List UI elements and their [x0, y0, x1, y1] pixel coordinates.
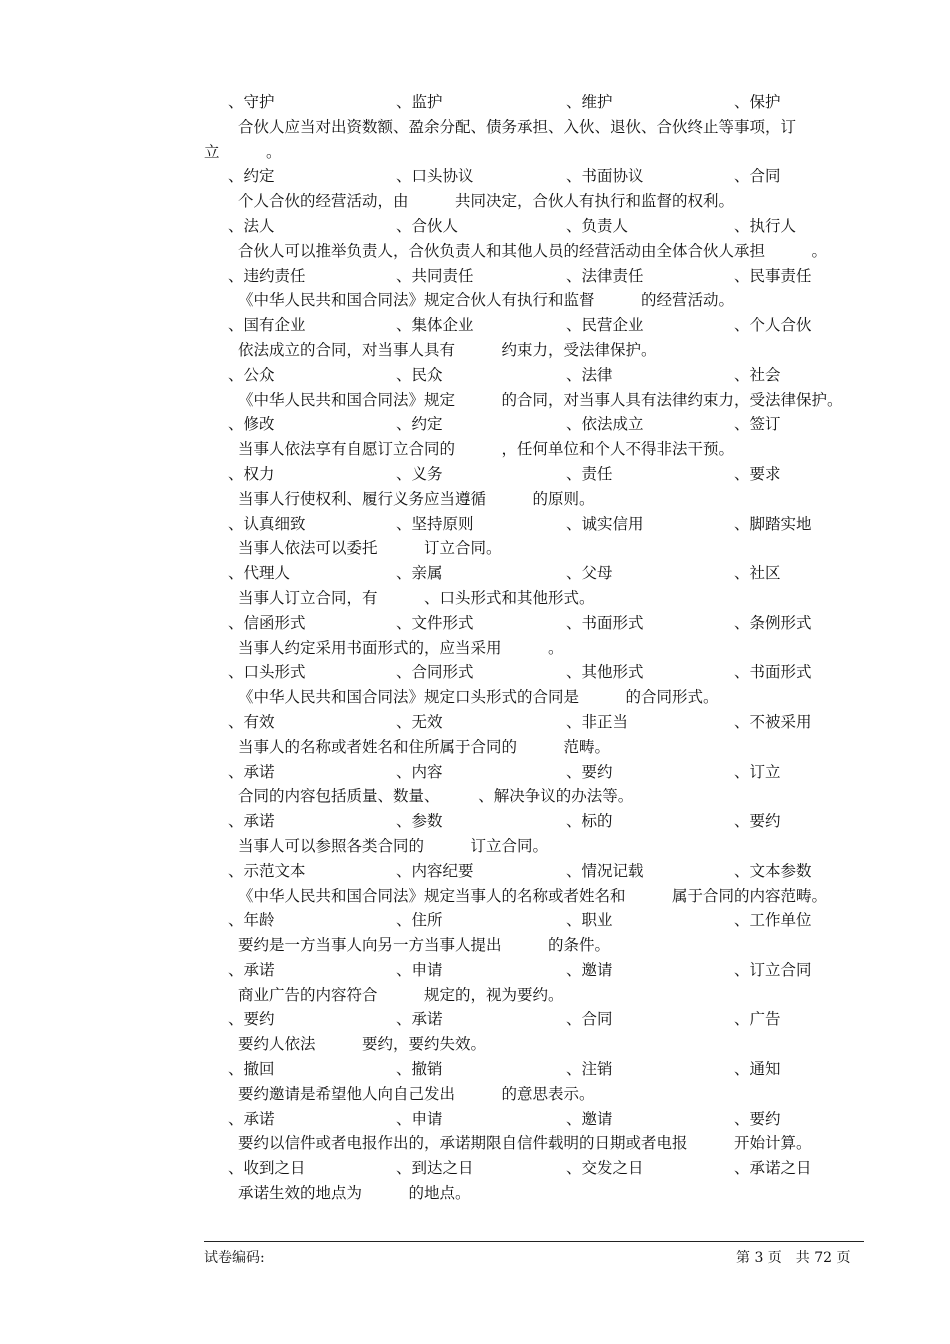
option-row — [204, 660, 864, 685]
option-a: 、守护 — [228, 93, 275, 111]
question-stem: 商业广告的内容符合 规定的，视为要约。 — [238, 985, 564, 1004]
option-d: 、通知 — [734, 1060, 781, 1079]
option-d: 、广告 — [734, 1010, 781, 1029]
option-d: 、合同 — [734, 167, 781, 186]
option-row — [204, 363, 864, 388]
option-d: 、条例形式 — [734, 613, 812, 632]
option-a: 、信函形式 — [228, 613, 306, 632]
option-c: 、情况记载 — [566, 861, 644, 880]
option-row — [204, 1107, 864, 1132]
option-c: 、邀请 — [566, 1109, 613, 1128]
option-d: 、工作单位 — [734, 911, 812, 930]
option-a: 、要约 — [228, 1010, 275, 1029]
option-c: 、合同 — [566, 1010, 613, 1029]
option-b: 、约定 — [396, 415, 443, 434]
option-b: 、监护 — [396, 93, 443, 111]
question-stem: 要约以信件或者电报作出的，承诺期限自信件载明的日期或者电报 开始计算。 — [238, 1134, 812, 1153]
option-a: 、撤回 — [228, 1060, 275, 1079]
option-c: 、依法成立 — [566, 415, 644, 434]
option-d: 、书面形式 — [734, 663, 812, 682]
question-stem: 合同的内容包括质量、数量、 、解决争议的办法等。 — [238, 787, 634, 806]
option-d: 、订立 — [734, 762, 781, 781]
option-b: 、文件形式 — [396, 613, 474, 632]
option-a: 、国有企业 — [228, 316, 306, 335]
question-stem: 当事人订立合同，有 、口头形式和其他形式。 — [238, 588, 595, 607]
option-c: 、其他形式 — [566, 663, 644, 682]
question-stem: 《中华人民共和国合同法》规定合伙人有执行和监督 的经营活动。 — [238, 291, 735, 310]
option-c: 、书面协议 — [566, 167, 644, 186]
option-c: 、负责人 — [566, 216, 629, 235]
option-d: 、签订 — [734, 415, 781, 434]
option-c: 、非正当 — [566, 712, 629, 731]
question-stem: 当事人可以参照各类合同的 订立合同。 — [238, 836, 549, 855]
option-a: 、承诺 — [228, 960, 275, 979]
option-row — [204, 710, 864, 735]
option-row — [204, 214, 864, 239]
option-d: 、社会 — [734, 365, 781, 384]
option-d: 、要求 — [734, 464, 781, 483]
option-c: 、民营企业 — [566, 316, 644, 335]
option-row — [204, 958, 864, 983]
option-b: 、参数 — [396, 812, 443, 831]
option-a: 、承诺 — [228, 1109, 275, 1128]
question-stem: 依法成立的合同，对当事人具有 约束力，受法律保护。 — [238, 340, 657, 359]
question-stem: 当事人的名称或者姓名和住所属于合同的 范畴。 — [238, 737, 611, 756]
option-a: 、年龄 — [228, 911, 275, 930]
question-stem: 《中华人民共和国合同法》规定当事人的名称或者姓名和 属于合同的内容范畴。 — [238, 886, 828, 905]
option-c: 、维护 — [566, 93, 613, 111]
option-b: 、承诺 — [396, 1010, 443, 1029]
option-row — [204, 760, 864, 785]
option-c: 、要约 — [566, 762, 613, 781]
option-row — [204, 809, 864, 834]
question-stem: 要约邀请是希望他人向自己发出 的意思表示。 — [238, 1084, 595, 1103]
option-b: 、撤销 — [396, 1060, 443, 1079]
option-c: 、法律 — [566, 365, 613, 384]
option-d: 、个人合伙 — [734, 316, 812, 335]
option-row — [204, 512, 864, 537]
option-b: 、共同责任 — [396, 266, 474, 285]
option-d: 、文本参数 — [734, 861, 812, 880]
option-c: 、书面形式 — [566, 613, 644, 632]
option-b: 、住所 — [396, 911, 443, 930]
option-b: 、口头协议 — [396, 167, 474, 186]
option-c: 、标的 — [566, 812, 613, 831]
page-number: 第 3 页 共 72 页 — [736, 1250, 851, 1266]
option-a: 、修改 — [228, 415, 275, 434]
option-a: 、权力 — [228, 464, 275, 483]
option-row — [204, 561, 864, 586]
option-c: 、职业 — [566, 911, 613, 930]
option-row — [204, 264, 864, 289]
option-d: 、执行人 — [734, 216, 797, 235]
question-stem: 要约人依法 要约，要约失效。 — [238, 1035, 487, 1054]
option-a: 、约定 — [228, 167, 275, 186]
exam-code-label: 试卷编码: — [204, 1250, 265, 1266]
option-a: 、承诺 — [228, 762, 275, 781]
option-b: 、到达之日 — [396, 1159, 474, 1178]
option-row — [204, 462, 864, 487]
option-d: 、不被采用 — [734, 712, 812, 731]
option-d: 、要约 — [734, 1109, 781, 1128]
option-c: 、诚实信用 — [566, 514, 644, 533]
option-b: 、内容 — [396, 762, 443, 781]
option-b: 、内容纪要 — [396, 861, 474, 880]
option-c: 、父母 — [566, 564, 613, 583]
option-a: 、有效 — [228, 712, 275, 731]
option-row — [204, 412, 864, 437]
option-row — [204, 859, 864, 884]
question-stem: 当事人依法可以委托 订立合同。 — [238, 539, 502, 558]
question-stem: 要约是一方当事人向另一方当事人提出 的条件。 — [238, 936, 611, 955]
option-c: 、邀请 — [566, 960, 613, 979]
option-d: 、民事责任 — [734, 266, 812, 285]
option-a: 、代理人 — [228, 564, 291, 583]
question-stem: 当事人行使权利、履行义务应当遵循 的原则。 — [238, 489, 595, 508]
option-a: 、公众 — [228, 365, 275, 384]
option-b: 、义务 — [396, 464, 443, 483]
option-row — [204, 90, 864, 115]
option-d: 、承诺之日 — [734, 1159, 812, 1178]
option-b: 、坚持原则 — [396, 514, 474, 533]
question-list — [204, 90, 864, 1206]
option-c: 、注销 — [566, 1060, 613, 1079]
option-d: 、订立合同 — [734, 960, 812, 979]
question-stem: 当事人依法享有自愿订立合同的 ，任何单位和个人不得非法干预。 — [238, 440, 735, 459]
option-a: 、认真细致 — [228, 514, 306, 533]
question-stem: 《中华人民共和国合同法》规定口头形式的合同是 的合同形式。 — [238, 688, 719, 707]
option-b: 、集体企业 — [396, 316, 474, 335]
option-a: 、承诺 — [228, 812, 275, 831]
option-row — [204, 1057, 864, 1082]
option-a: 、违约责任 — [228, 266, 306, 285]
option-row — [204, 908, 864, 933]
option-c: 、法律责任 — [566, 266, 644, 285]
option-b: 、申请 — [396, 1109, 443, 1128]
question-stem: 《中华人民共和国合同法》规定 的合同，对当事人具有法律约束力，受法律保护。 — [238, 390, 843, 409]
option-row — [204, 1156, 864, 1181]
option-b: 、申请 — [396, 960, 443, 979]
question-stem: 承诺生效的地点为 的地点。 — [238, 1184, 471, 1203]
option-b: 、亲属 — [396, 564, 443, 583]
option-row — [204, 611, 864, 636]
option-a: 、收到之日 — [228, 1159, 306, 1178]
option-b: 、民众 — [396, 365, 443, 384]
option-a: 、示范文本 — [228, 861, 306, 880]
option-d: 、要约 — [734, 812, 781, 831]
option-row — [204, 164, 864, 189]
option-d: 、保护 — [734, 93, 781, 111]
option-b: 、合同形式 — [396, 663, 474, 682]
question-stem: 合伙人应当对出资数额、盈余分配、债务承担、入伙、退伙、合伙终止等事项，订立 。 — [204, 117, 797, 161]
option-a: 、法人 — [228, 216, 275, 235]
option-d: 、脚踏实地 — [734, 514, 812, 533]
option-row — [204, 313, 864, 338]
option-c: 、责任 — [566, 464, 613, 483]
footer-divider — [204, 1241, 864, 1242]
option-c: 、交发之日 — [566, 1159, 644, 1178]
option-row — [204, 1007, 864, 1032]
option-b: 、无效 — [396, 712, 443, 731]
option-a: 、口头形式 — [228, 663, 306, 682]
question-stem: 个人合伙的经营活动，由 共同决定，合伙人有执行和监督的权利。 — [238, 192, 735, 211]
question-stem: 当事人约定采用书面形式的，应当采用 。 — [238, 638, 564, 657]
question-stem: 合伙人可以推举负责人，合伙负责人和其他人员的经营活动由全体合伙人承担 。 — [238, 241, 828, 260]
option-d: 、社区 — [734, 564, 781, 583]
option-b: 、合伙人 — [396, 216, 459, 235]
